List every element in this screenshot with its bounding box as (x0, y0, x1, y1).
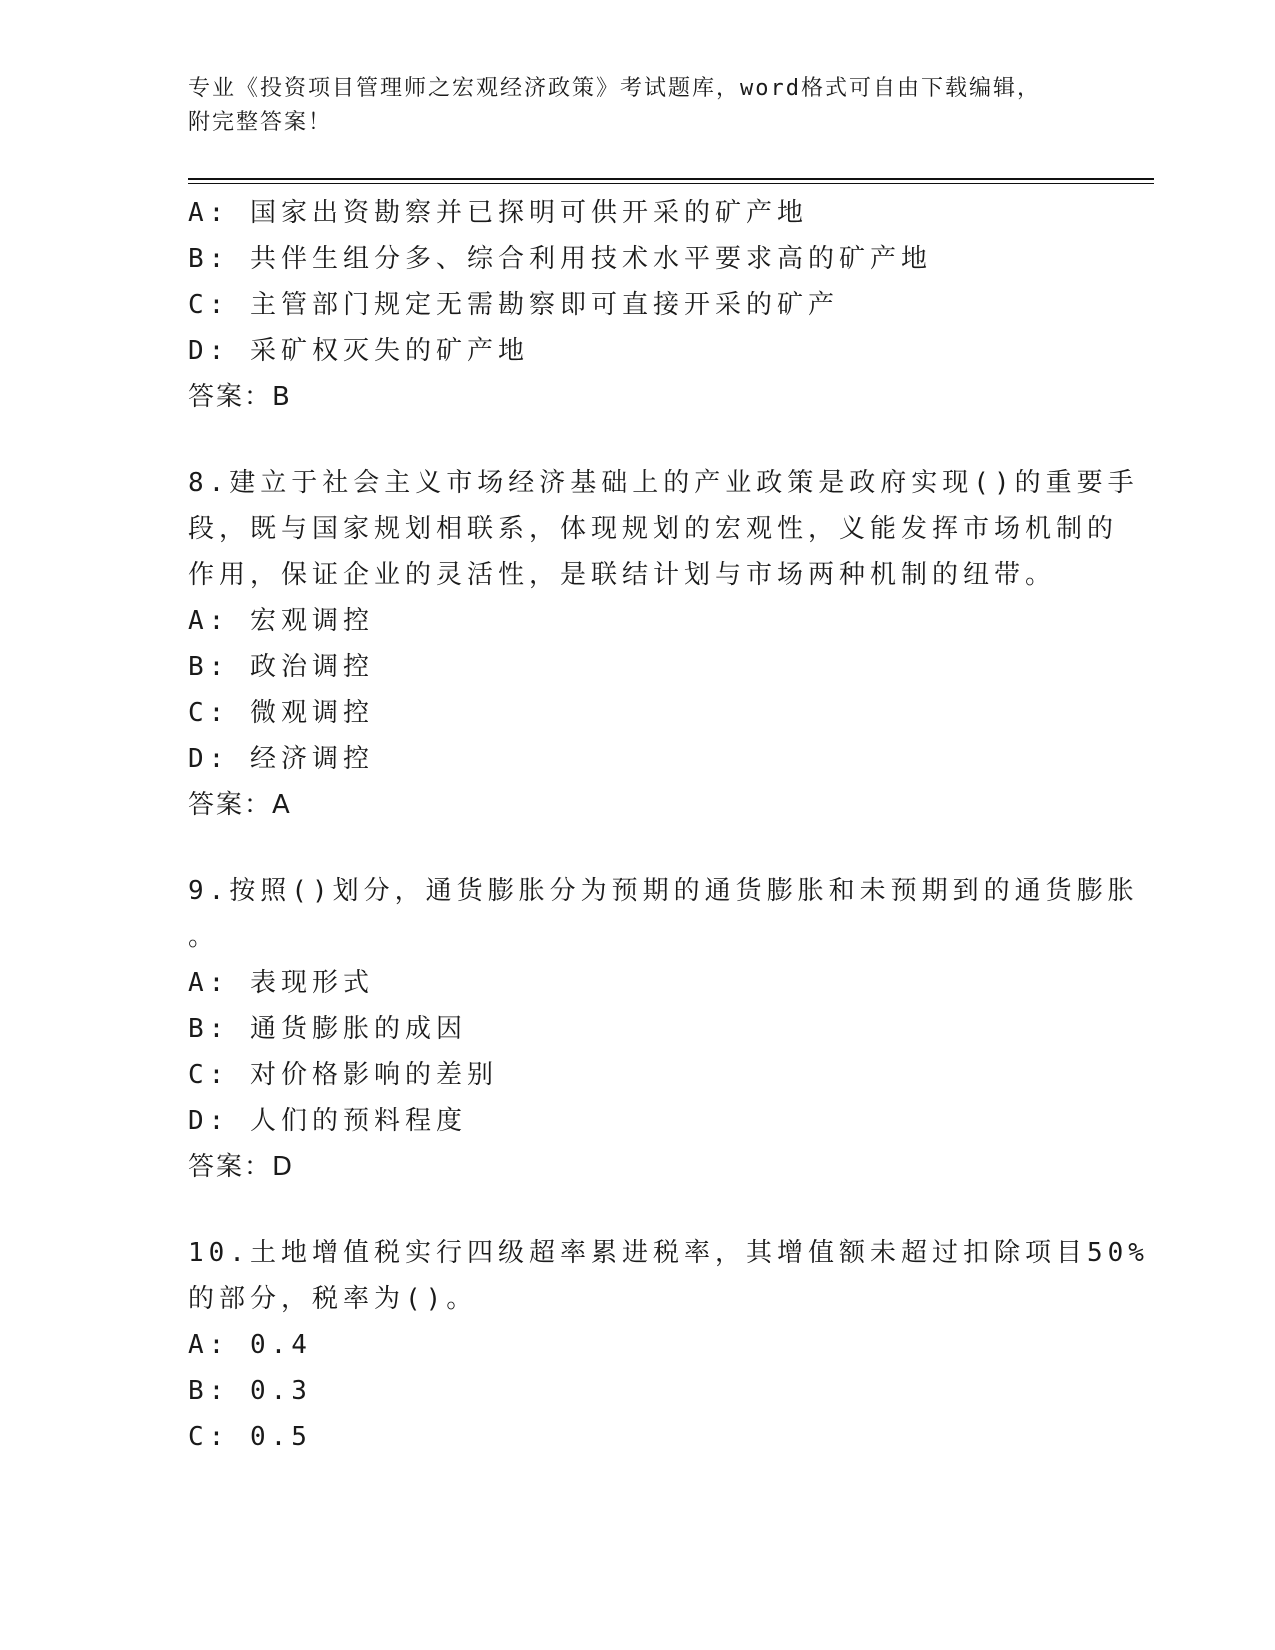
q9-stem-line: 9.按照()划分，通货膨胀分为预期的通货膨胀和未预期到的通货膨胀 (188, 876, 1139, 906)
header-line-1: 专业《投资项目管理师之宏观经济政策》考试题库，word格式可自由下载编辑， (188, 76, 1041, 101)
q9-option-d: D: 人们的预料程度 (188, 1106, 467, 1136)
q8-option-c: C: 微观调控 (188, 698, 374, 728)
q8-stem-line: 8.建立于社会主义市场经济基础上的产业政策是政府实现()的重要手 (188, 468, 1139, 498)
q9-option-c: C: 对价格影响的差别 (188, 1060, 498, 1090)
q8-stem (188, 460, 1139, 598)
question-9-block (188, 868, 1139, 1190)
q8-stem-line: 作用，保证企业的灵活性，是联结计划与市场两种机制的纽带。 (188, 560, 1057, 590)
q8-option-d: D: 经济调控 (188, 744, 374, 774)
q7-option-b: B: 共伴生组分多、综合利用技术水平要求高的矿产地 (188, 244, 932, 274)
question-10-block (188, 1230, 1149, 1460)
q8-option-a: A: 宏观调控 (188, 606, 374, 636)
q7-option-c: C: 主管部门规定无需勘察即可直接开采的矿产 (188, 290, 839, 320)
q7-option-d: D: 采矿权灭失的矿产地 (188, 336, 529, 366)
q9-answer: 答案：D (188, 1152, 295, 1182)
q9-stem (188, 868, 1139, 960)
question-7-block (188, 190, 1088, 420)
q7-answer: 答案：B (188, 382, 292, 412)
document-header (188, 72, 1088, 140)
q9-option-b: B: 通货膨胀的成因 (188, 1014, 467, 1044)
q8-option-b: B: 政治调控 (188, 652, 374, 682)
q10-option-b: B: 0.3 (188, 1376, 312, 1406)
q9-option-a: A: 表现形式 (188, 968, 374, 998)
q10-stem-line: 10.土地增值税实行四级超率累进税率，其增值额未超过扣除项目50% (188, 1238, 1149, 1268)
header-divider-thin (188, 183, 1154, 184)
q10-option-a: A: 0.4 (188, 1330, 312, 1360)
q9-stem-line: 。 (188, 922, 220, 952)
header-divider-thick (188, 178, 1154, 180)
question-8-block (188, 460, 1139, 828)
header-line-2: 附完整答案！ (188, 110, 333, 135)
q10-option-c: C: 0.5 (188, 1422, 312, 1452)
q8-answer: 答案：A (188, 790, 292, 820)
question-content (188, 190, 1149, 1460)
q10-stem (188, 1230, 1149, 1322)
q7-option-a: A: 国家出资勘察并已探明可供开采的矿产地 (188, 198, 808, 228)
q10-stem-line: 的部分，税率为()。 (188, 1284, 478, 1314)
q8-stem-line: 段，既与国家规划相联系，体现规划的宏观性，义能发挥市场机制的 (188, 514, 1119, 544)
